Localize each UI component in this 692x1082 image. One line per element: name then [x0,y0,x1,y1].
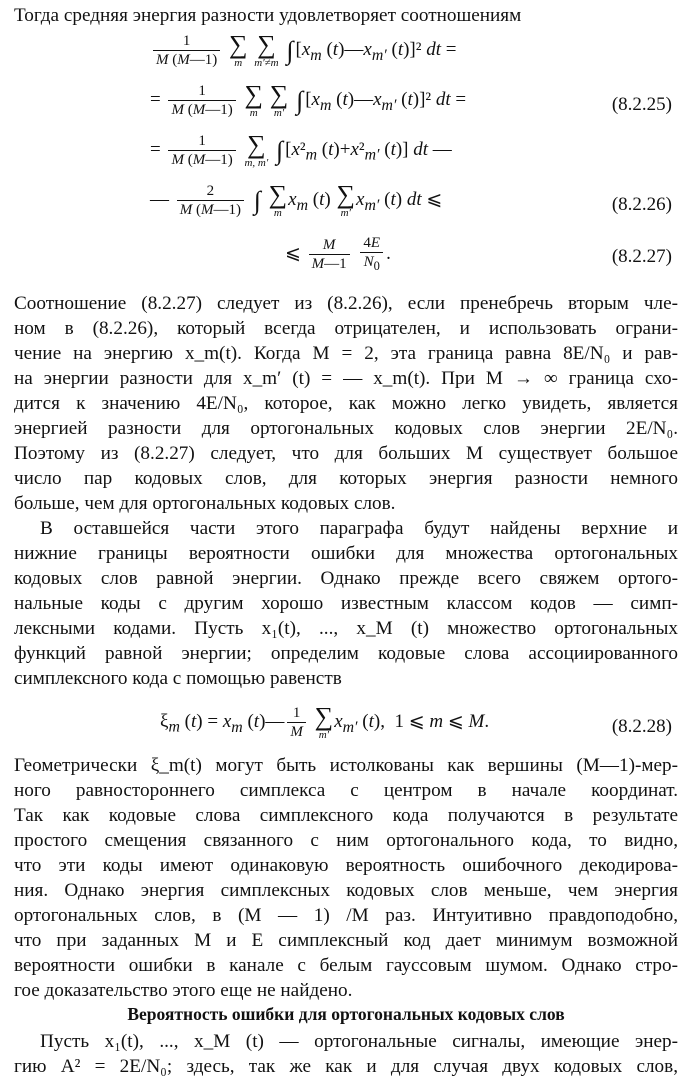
para1-line: дится к значению 4E/N₀, которое, как можно легко увидеть, является [14,393,678,414]
para3-line: ортогональных слов, в (M — 1) /M раз. Интуитивно правдоподобно, [14,905,678,926]
para4-line: гию A² = 2E/N₀; здесь, так же как и для случая двух кодовых слов, [14,1056,678,1077]
equation-line-4: — $\frac{2}{M (M—1)}$ ∫ ∑ m $x_m$ (t) ∑ m′ $x_{m'}$ (t) dt ⩽ [150,179,443,219]
para2-line: лексными кодами. Пусть x₁(t), ..., x_M (t) множество ортогональных [14,618,678,639]
intro-line: Тогда средняя энергия разности удовлетворяет соотношениям [14,5,522,26]
para3-line: ния. Однако энергия симплексных кодовых слов меньше, чем энергия [14,880,678,901]
para3-line: что при заданных M и E симплексный код дает минимум возможной [14,930,678,951]
para1-line: больше, чем для ортогональных кодовых слов. [14,493,396,514]
para1-line: Соотношение (8.2.27) следует из (8.2.26), если пренебречь вторым чле- [14,293,678,314]
para4-line: Пусть x₁(t), ..., x_M (t) — ортогональные сигналы, имеющие энер- [40,1031,678,1052]
para1-line: энергией разности для ортогональных кодовых слов энергии 2E/N₀. [14,418,678,439]
para3-line: Геометрически ξ_m(t) могут быть истолкованы как вершины (M—1)-мер- [14,755,678,776]
equation-line-1: $\frac{1}{M (M—1)}$ ∑ m ∑ m′≠m ∫ [$x_m$ $(t)—x_{m'}$ (t)]² dt = [150,32,456,69]
para1-line: чение на энергию x_m(t). Когда M = 2, эта граница равна 8E/N₀ и рав- [14,343,678,364]
para3-line: вероятности ошибки в канале с белым гауссовым шумом. Однако стро- [14,955,678,976]
para3-line: что эти коды имеют одинаковую вероятность ошибочного декодирова- [14,855,678,876]
equation-line-5: ⩽ $\frac{M}{M—1}$ $\frac{4E}{N_0}$ . [285,235,391,273]
para2-line: нальные коды с другим хорошо известным классом кодов — симп- [14,593,678,614]
equation-line-2: = $\frac{1}{M (M—1)}$ ∑ m ∑ m′ ∫ [$x_m$ $(t)—x_{m'}$ (t)]² dt = [150,79,467,119]
para3-line: Так как кодовые слова симплексного кода получаются в результате [14,805,678,826]
para3-line: ного равностороннего симплекса с центром в начале координат. [14,780,678,801]
para2-line: функций равной энергии; определим кодовые слова ассоциированного [14,643,678,664]
equation-number-26: (8.2.26) [611,194,672,215]
para1-line: ном в (8.2.26), который всегда отрицателен, и использовать ограни- [14,318,678,339]
equation-line-3: = $\frac{1}{M (M—1)}$ ∑ m, m′ ∫ [$x^2_m$ $(t)+x^2_{m'}$ (t)] dt — [150,129,452,169]
para2-line: В оставшейся части этого параграфа будут найдены верхние и [40,518,678,539]
para2-line: симплексного кода с помощью равенств [14,668,342,689]
para1-line: число пар кодовых слов, для которых энергия разности немного [14,468,678,489]
para2-line: нижние границы вероятности ошибки для множества ортогональных [14,543,678,564]
para3-line: гое доказательство этого еще не найдено. [14,980,353,1001]
equation-number-27: (8.2.27) [611,246,672,267]
equation-number-28: (8.2.28) [611,716,672,737]
equation-28: $\xi_m$ $(t) = x_m$ (t)— $\frac{1}{M}$ ∑ m′ $x_{m'}$ (t), 1 ⩽ m ⩽ M. [160,701,490,741]
para1-line: Поэтому из (8.2.27) следует, что для больших M существует большое [14,443,678,464]
section-heading: Вероятность ошибки для ортогональных кодовых слов [127,1004,565,1024]
para3-line: простого смещения связанного с ним ортогонального кода, то видно, [14,830,678,851]
para2-line: кодовых слов равной энергии. Однако прежде всего свяжем ортого- [14,568,678,589]
equation-number-25: (8.2.25) [611,94,672,115]
para1-line: на энергии разности для x_m′ (t) = — x_m(t). При M → ∞ граница схо- [14,368,678,389]
